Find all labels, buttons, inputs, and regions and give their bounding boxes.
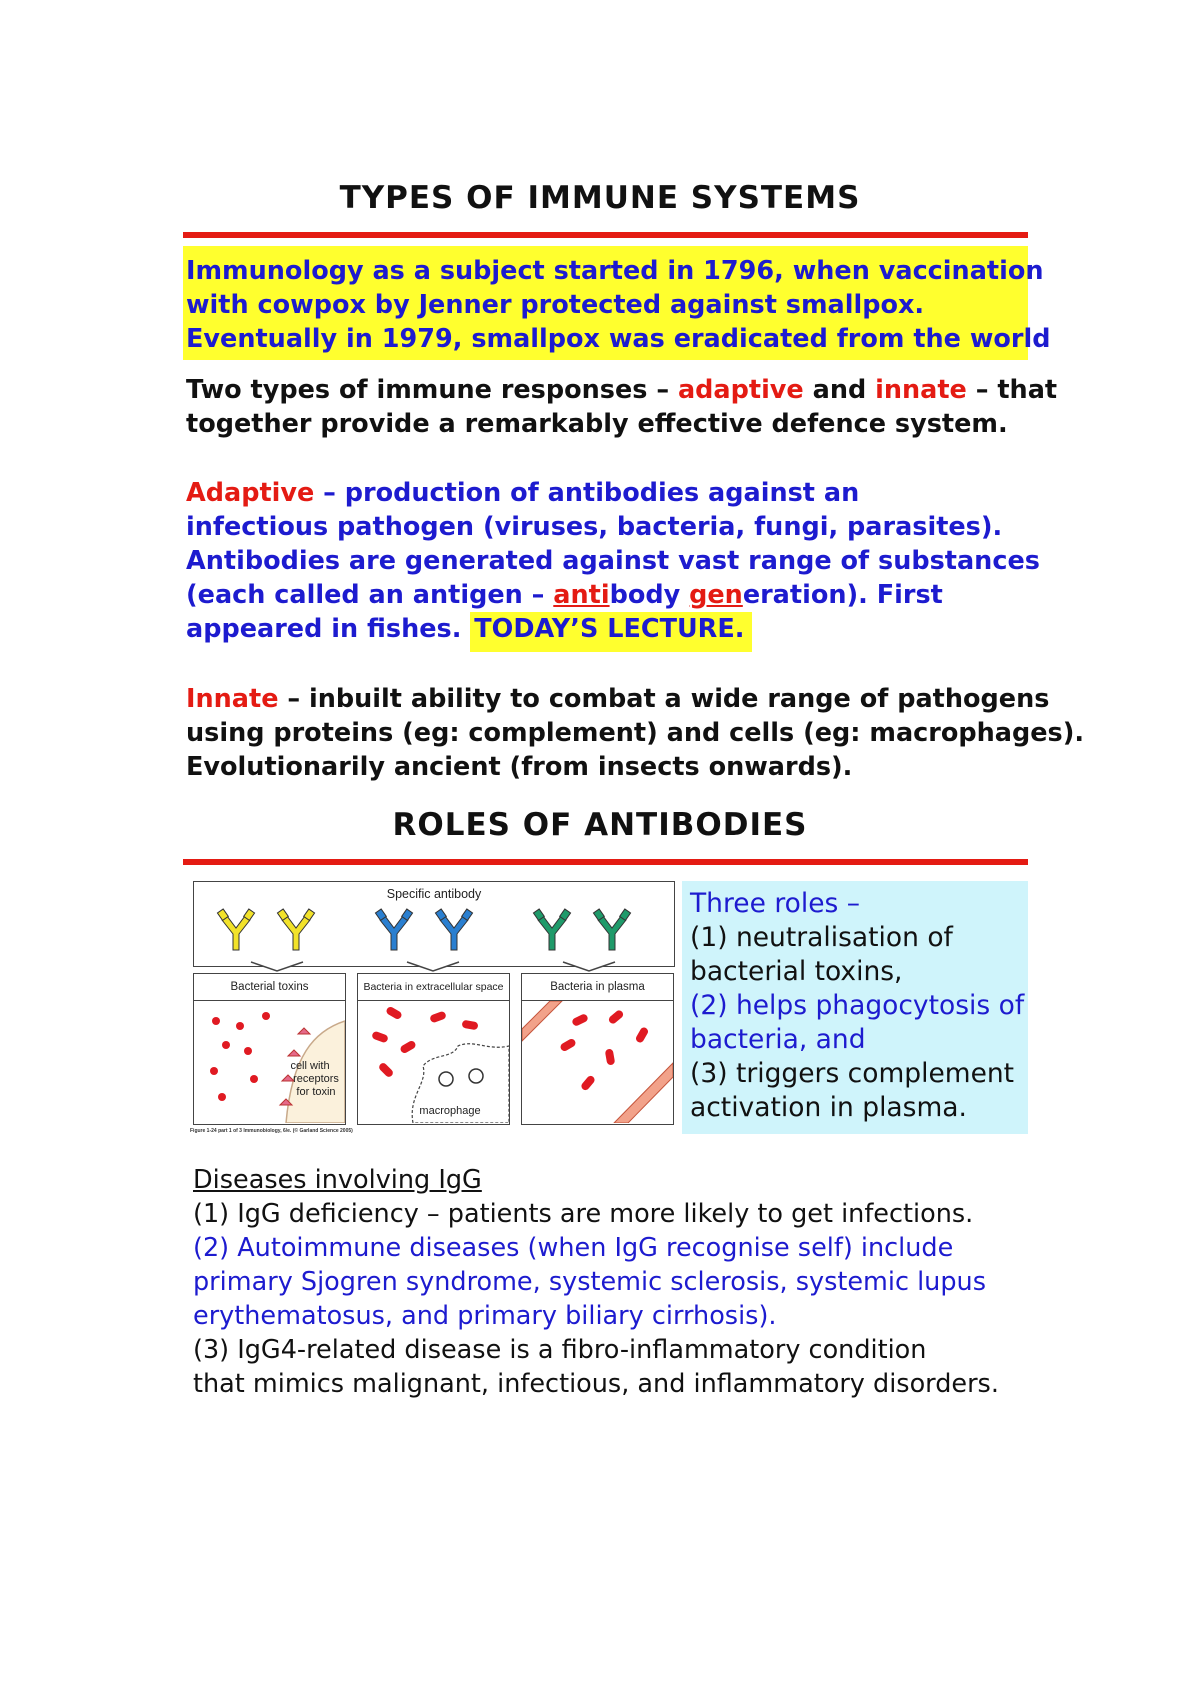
innate-label: Innate xyxy=(186,684,279,714)
text-span: (each called an antigen – xyxy=(186,580,554,610)
antibody-icon xyxy=(217,909,254,950)
text-span: body xyxy=(609,580,690,610)
section-title-immune-systems: TYPES OF IMMUNE SYSTEMS xyxy=(339,180,861,216)
red-divider xyxy=(183,232,1028,238)
cell-label-3: for toxin xyxy=(296,1086,336,1098)
innate-paragraph xyxy=(186,682,1085,784)
three-roles-text xyxy=(690,887,1024,1125)
toxin-dots xyxy=(210,1012,270,1101)
panel-bacterial-toxins xyxy=(193,973,346,1125)
role-2-line-2: bacteria, and xyxy=(690,1024,866,1055)
cell-label-1: cell with xyxy=(290,1060,330,1072)
intro-line-2: with cowpox by Jenner protected against smallpox. xyxy=(186,290,925,320)
panel-label: Bacteria in plasma xyxy=(522,974,673,1001)
panel-bacteria-plasma xyxy=(521,973,674,1125)
text-span: appeared in fishes. xyxy=(186,614,471,644)
role-1-line-1: (1) neutralisation of xyxy=(690,922,953,953)
text-span: Two types of immune responses – xyxy=(186,375,678,405)
antibody-icon xyxy=(375,909,412,950)
three-roles-box xyxy=(682,881,1028,1134)
adaptive-line-2: infectious pathogen (viruses, bacteria, fungi, parasites). xyxy=(186,512,1003,542)
specific-antibody-panel xyxy=(193,881,675,967)
antibody-icon xyxy=(533,909,570,950)
text-span: – production of antibodies against an xyxy=(314,478,860,508)
diseases-section xyxy=(193,1163,1043,1401)
disease-2-line-2: primary Sjogren syndrome, systemic sclerosis, systemic lupus xyxy=(193,1267,986,1297)
innate-line-3: Evolutionarily ancient (from insects onwards). xyxy=(186,752,853,782)
innate-term: innate xyxy=(875,375,967,405)
toxin-illustration xyxy=(194,1001,345,1123)
text-span: – that xyxy=(966,375,1058,405)
panel-bacteria-extracellular xyxy=(357,973,510,1125)
figure-caption: Figure 1-24 part 1 of 3 Immunobiology, 6/e. (© Garland Science 2005) xyxy=(190,1128,353,1134)
adaptive-paragraph xyxy=(186,476,1040,646)
disease-3-line-1: (3) IgG4-related disease is a fibro-inflammatory condition xyxy=(193,1335,927,1365)
extracellular-illustration xyxy=(358,1001,509,1123)
diseases-heading: Diseases involving IgG xyxy=(193,1165,482,1195)
panel-label: Bacterial toxins xyxy=(194,974,345,1001)
anti-emphasis: anti xyxy=(553,580,610,610)
adaptive-term: adaptive xyxy=(677,375,804,405)
section-title-roles: ROLES OF ANTIBODIES xyxy=(392,807,808,843)
intro-line-3: Eventually in 1979, smallpox was eradicated from the world xyxy=(186,324,1051,354)
panel-label: Bacteria in extracellular space xyxy=(358,974,509,1001)
text-span: eration). First xyxy=(742,580,943,610)
text-span: – inbuilt ability to combat a wide range of pathogens xyxy=(278,684,1050,714)
antibody-icon xyxy=(435,909,472,950)
antibody-icon xyxy=(277,909,314,950)
intro-line-1: Immunology as a subject started in 1796, when vaccination xyxy=(186,256,1044,286)
disease-2-line-3: erythematosus, and primary biliary cirrhosis). xyxy=(193,1301,777,1331)
adaptive-line-3: Antibodies are generated against vast range of substances xyxy=(186,546,1040,576)
two-types-line-2: together provide a remarkably effective defence system. xyxy=(186,409,1008,439)
role-3-line-1: (3) triggers complement xyxy=(690,1058,1015,1089)
todays-lecture-highlight: TODAY’S LECTURE. xyxy=(470,612,752,652)
role-2-line-1: (2) helps phagocytosis of xyxy=(690,990,1025,1021)
disease-2-line-1: (2) Autoimmune diseases (when IgG recognise self) include xyxy=(193,1233,954,1263)
cell-label-2: receptors xyxy=(293,1073,339,1085)
plasma-illustration xyxy=(522,1001,673,1123)
disease-3-line-2: that mimics malignant, infectious, and inflammatory disorders. xyxy=(193,1369,999,1399)
role-1-line-2: bacterial toxins, xyxy=(690,956,903,987)
antibody-icon xyxy=(593,909,630,950)
adaptive-label: Adaptive xyxy=(186,478,315,508)
disease-1: (1) IgG deficiency – patients are more likely to get infections. xyxy=(193,1199,974,1229)
innate-line-2: using proteins (eg: complement) and cells (eg: macrophages). xyxy=(186,718,1085,748)
specific-antibody-label: Specific antibody xyxy=(386,887,482,901)
role-3-line-2: activation in plasma. xyxy=(690,1092,967,1123)
gen-emphasis: gen xyxy=(689,580,743,610)
roles-heading: Three roles – xyxy=(690,888,860,919)
antibody-roles-figure xyxy=(190,881,678,1134)
red-divider xyxy=(183,859,1028,865)
macrophage-label: macrophage xyxy=(419,1105,481,1117)
text-span: and xyxy=(803,375,876,405)
intro-paragraph xyxy=(186,254,1051,356)
two-types-paragraph xyxy=(186,373,1058,441)
